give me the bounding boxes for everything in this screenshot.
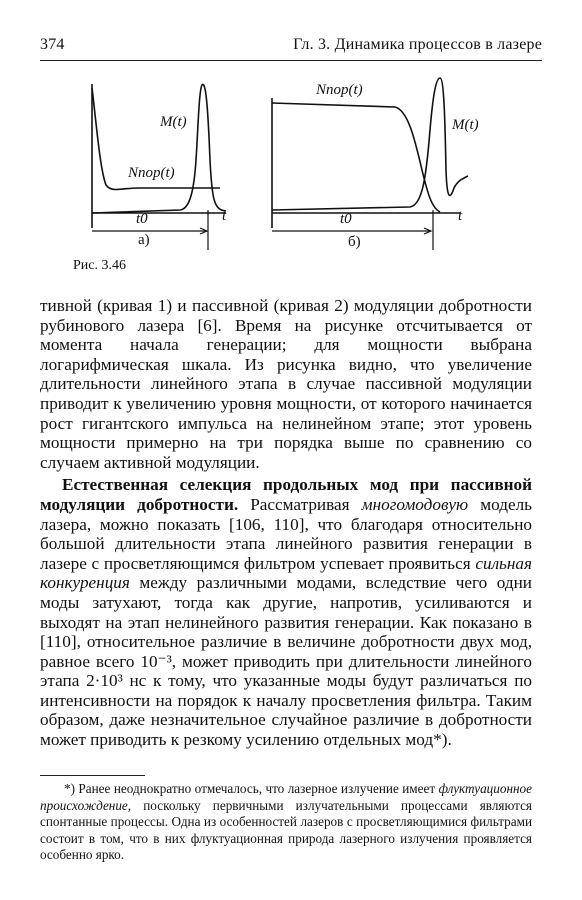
panel-b-label-m: M(t) [452, 117, 479, 133]
paragraph-2 [40, 475, 532, 749]
running-title: Гл. 3. Динамика процессов в лазере [293, 36, 542, 53]
page-number: 374 [40, 36, 65, 53]
footnote-part-a: *) Ранее неоднократно отмечалось, что лазерное излучение имеет [64, 781, 439, 796]
paragraph-2-emphasis-2: сильная конкуренция [40, 553, 532, 593]
panel-a-label-t0: t0 [136, 211, 148, 227]
footnote-rule [40, 775, 145, 776]
paragraph-2-part-b: модель лазера, можно показать [106, 110], что благодаря относительно большой длительности этапа линейного развития генерации в лазере с просветляющимся фильтром успевает проявиться [40, 494, 533, 573]
body-text [40, 296, 532, 750]
paragraph-2-part-c: между различными модами, вследствие чего одни моды затухают, тогда как другие, напротив, усиливаются и выходят на этап нелинейного развития генерации. Как показано в [110], относительное различие в величине добротности двух мод, равное всего 10⁻³, может приводить при длительности линейного этапа 2·10³ нс к тому, что указанные моды будут различаться по интенсивности на порядок к началу просветления фильтра. Таким образом, даже незначительное случайное различие в добротности может приводить к резкому усилению отдельных мод*). [40, 573, 532, 750]
paragraph-1: тивной (кривая 1) и пассивной (кривая 2) модуляции добротности рубинового лазера [6]. Время на рисунке отсчитывается от момента начала генерации; для мощности выбрана логарифмическая шкала. Из рисунка видно, что увеличение длительности линейного этапа в случае пассивной модуляции приводит к увеличению уровня мощности, от которого начинается рост гигантского импульса на нелинейном этапе; этот уровень мощности примерно на три порядка выше по сравнению со случаем активной модуляции. [40, 296, 532, 472]
paragraph-2-emphasis-1: многомодовую [361, 494, 469, 514]
header-rule [40, 60, 542, 61]
footnote-emphasis: флуктуационное происхождение, [40, 781, 532, 813]
panel-a-label-n: Nпор(t) [128, 165, 175, 181]
panel-b-label-t0: t0 [340, 211, 352, 227]
footnote [40, 781, 532, 864]
page-header [40, 36, 542, 54]
footnote-part-b: поскольку первичными излучательными процессами являются спонтанные процессы. Одна из особенностей лазеров с просветляющимися фильтрами состоит в том, что в них флуктуационная природа лазерного излучения проявляется особенно ярко. [40, 797, 532, 863]
panel-b-m-curve [272, 78, 468, 210]
panel-a-label-t: t [222, 208, 227, 224]
panel-a-label-m: M(t) [160, 114, 187, 130]
paragraph-2-part-a: Рассматривая [238, 494, 362, 514]
panel-b-label-n: Nпор(t) [316, 82, 363, 98]
panel-b-plot [272, 78, 468, 250]
paragraph-2-heading: Естественная селекция продольных мод при пассивной модуляции добротности. [40, 475, 532, 514]
panel-b-label-t: t [458, 208, 463, 224]
figure-plots [40, 70, 542, 270]
panel-a-m-curve [92, 84, 226, 213]
panel-a-panel-label: a) [138, 232, 150, 248]
figure-caption: Рис. 3.46 [73, 258, 126, 273]
panel-b-n-curve [272, 103, 440, 212]
panel-b-panel-label: б) [348, 234, 361, 250]
